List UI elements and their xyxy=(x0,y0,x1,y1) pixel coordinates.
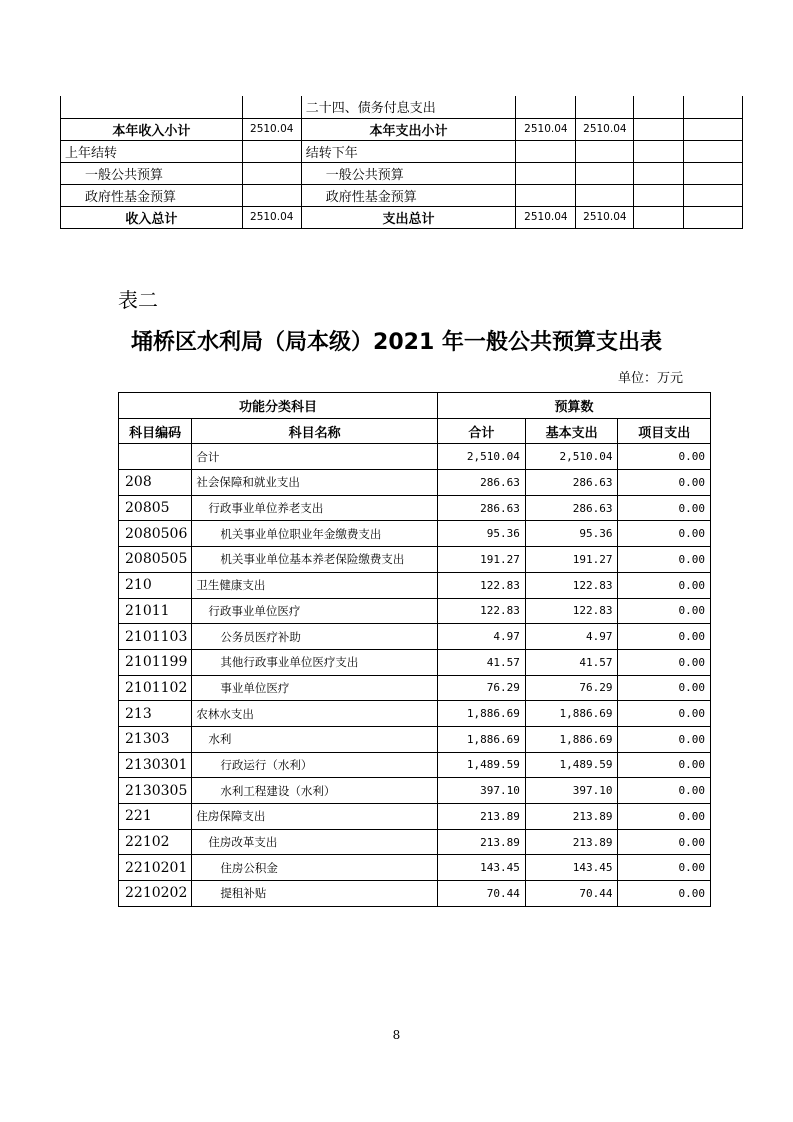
table-row xyxy=(119,726,711,752)
income-amount: 2510.04 xyxy=(242,118,301,140)
account-name: 行政运行（水利） xyxy=(192,752,438,778)
expense-col7 xyxy=(684,206,743,228)
amount-basic: 286.63 xyxy=(525,470,618,496)
account-name: 机关事业单位职业年金缴费支出 xyxy=(192,521,438,547)
account-code: 208 xyxy=(119,470,192,496)
amount-project: 0.00 xyxy=(618,752,711,778)
amount-project: 0.00 xyxy=(618,804,711,830)
group-header-function-category: 功能分类科目 xyxy=(119,393,438,419)
amount-project: 0.00 xyxy=(618,701,711,727)
table-row xyxy=(119,881,711,907)
table-row xyxy=(119,521,711,547)
amount-basic: 286.63 xyxy=(525,495,618,521)
amount-basic: 397.10 xyxy=(525,778,618,804)
account-code: 2130301 xyxy=(119,752,192,778)
table-row xyxy=(119,444,711,470)
account-code: 22102 xyxy=(119,829,192,855)
amount-project: 0.00 xyxy=(618,521,711,547)
amount-total: 191.27 xyxy=(438,547,526,573)
expense-label: 二十四、债务付息支出 xyxy=(301,96,516,118)
amount-basic: 76.29 xyxy=(525,675,618,701)
expense-basic xyxy=(576,140,634,162)
column-header-total: 合计 xyxy=(438,418,526,444)
public-budget-expenditure-table xyxy=(118,392,711,907)
account-name: 住房公积金 xyxy=(192,855,438,881)
amount-project: 0.00 xyxy=(618,829,711,855)
account-code: 213 xyxy=(119,701,192,727)
amount-project: 0.00 xyxy=(618,778,711,804)
expense-label: 结转下年 xyxy=(301,140,516,162)
account-code: 2210202 xyxy=(119,881,192,907)
amount-total: 70.44 xyxy=(438,881,526,907)
amount-basic: 1,886.69 xyxy=(525,726,618,752)
income-expense-summary-table xyxy=(60,96,743,229)
expense-total xyxy=(516,96,576,118)
expense-basic xyxy=(576,184,634,206)
expense-label: 一般公共预算 xyxy=(301,162,516,184)
page-number: 8 xyxy=(392,1028,401,1042)
summary-row xyxy=(61,184,743,206)
income-amount xyxy=(242,140,301,162)
summary-row xyxy=(61,118,743,140)
summary-row xyxy=(61,140,743,162)
table-row xyxy=(119,804,711,830)
income-label: 一般公共预算 xyxy=(61,162,243,184)
income-amount xyxy=(242,162,301,184)
amount-basic: 95.36 xyxy=(525,521,618,547)
table-row xyxy=(119,572,711,598)
column-header-name: 科目名称 xyxy=(192,418,438,444)
summary-table-body xyxy=(61,96,743,228)
amount-project: 0.00 xyxy=(618,598,711,624)
account-code: 2101199 xyxy=(119,649,192,675)
amount-basic: 1,886.69 xyxy=(525,701,618,727)
account-name: 提租补贴 xyxy=(192,881,438,907)
account-code: 2101102 xyxy=(119,675,192,701)
income-amount xyxy=(242,184,301,206)
amount-basic: 1,489.59 xyxy=(525,752,618,778)
account-code: 2101103 xyxy=(119,624,192,650)
table-row xyxy=(119,855,711,881)
expense-col6 xyxy=(634,184,684,206)
expense-basic xyxy=(576,162,634,184)
amount-total: 95.36 xyxy=(438,521,526,547)
account-code: 2210201 xyxy=(119,855,192,881)
amount-basic: 213.89 xyxy=(525,829,618,855)
account-name: 住房改革支出 xyxy=(192,829,438,855)
column-header-project: 项目支出 xyxy=(618,418,711,444)
income-amount xyxy=(242,96,301,118)
expense-col6 xyxy=(634,140,684,162)
account-name: 水利工程建设（水利） xyxy=(192,778,438,804)
amount-basic: 122.83 xyxy=(525,598,618,624)
account-code: 21303 xyxy=(119,726,192,752)
table-row xyxy=(119,752,711,778)
group-header-row xyxy=(119,393,711,419)
table-row xyxy=(119,470,711,496)
amount-basic: 213.89 xyxy=(525,804,618,830)
account-code: 221 xyxy=(119,804,192,830)
expense-total xyxy=(516,162,576,184)
expense-total xyxy=(516,184,576,206)
expense-col6 xyxy=(634,118,684,140)
amount-project: 0.00 xyxy=(618,572,711,598)
amount-basic: 2,510.04 xyxy=(525,444,618,470)
account-name: 机关事业单位基本养老保险缴费支出 xyxy=(192,547,438,573)
income-label: 收入总计 xyxy=(61,206,243,228)
amount-total: 122.83 xyxy=(438,572,526,598)
amount-project: 0.00 xyxy=(618,470,711,496)
expense-col7 xyxy=(684,140,743,162)
column-header-code: 科目编码 xyxy=(119,418,192,444)
amount-project: 0.00 xyxy=(618,649,711,675)
amount-project: 0.00 xyxy=(618,675,711,701)
amount-total: 4.97 xyxy=(438,624,526,650)
table-row xyxy=(119,778,711,804)
expenditure-table-body xyxy=(119,444,711,906)
amount-project: 0.00 xyxy=(618,444,711,470)
table-label: 表二 xyxy=(118,288,158,312)
column-header-basic: 基本支出 xyxy=(525,418,618,444)
table-row xyxy=(119,701,711,727)
expense-label: 本年支出小计 xyxy=(301,118,516,140)
expense-col7 xyxy=(684,184,743,206)
group-header-budget: 预算数 xyxy=(438,393,711,419)
account-name: 社会保障和就业支出 xyxy=(192,470,438,496)
expense-total xyxy=(516,140,576,162)
amount-total: 1,886.69 xyxy=(438,726,526,752)
table-row xyxy=(119,624,711,650)
amount-total: 2,510.04 xyxy=(438,444,526,470)
table-row xyxy=(119,598,711,624)
amount-basic: 4.97 xyxy=(525,624,618,650)
account-name: 卫生健康支出 xyxy=(192,572,438,598)
expense-basic: 2510.04 xyxy=(576,118,634,140)
amount-project: 0.00 xyxy=(618,726,711,752)
account-name: 行政事业单位医疗 xyxy=(192,598,438,624)
amount-total: 143.45 xyxy=(438,855,526,881)
account-name: 住房保障支出 xyxy=(192,804,438,830)
account-code: 2080505 xyxy=(119,547,192,573)
account-name: 其他行政事业单位医疗支出 xyxy=(192,649,438,675)
amount-project: 0.00 xyxy=(618,855,711,881)
summary-row xyxy=(61,96,743,118)
expense-label: 政府性基金预算 xyxy=(301,184,516,206)
column-header-row xyxy=(119,418,711,444)
expense-col7 xyxy=(684,118,743,140)
table-row xyxy=(119,829,711,855)
summary-row xyxy=(61,162,743,184)
expense-label: 支出总计 xyxy=(301,206,516,228)
income-label: 上年结转 xyxy=(61,140,243,162)
amount-total: 286.63 xyxy=(438,495,526,521)
page-title: 埇桥区水利局（局本级）2021 年一般公共预算支出表 xyxy=(131,330,662,355)
account-code: 2130305 xyxy=(119,778,192,804)
account-code xyxy=(119,444,192,470)
account-name: 事业单位医疗 xyxy=(192,675,438,701)
account-name: 公务员医疗补助 xyxy=(192,624,438,650)
amount-total: 213.89 xyxy=(438,804,526,830)
table-row xyxy=(119,675,711,701)
income-label xyxy=(61,96,243,118)
income-label: 政府性基金预算 xyxy=(61,184,243,206)
expense-col6 xyxy=(634,206,684,228)
amount-basic: 191.27 xyxy=(525,547,618,573)
amount-total: 122.83 xyxy=(438,598,526,624)
amount-total: 76.29 xyxy=(438,675,526,701)
amount-total: 286.63 xyxy=(438,470,526,496)
amount-project: 0.00 xyxy=(618,624,711,650)
amount-total: 1,886.69 xyxy=(438,701,526,727)
account-code: 210 xyxy=(119,572,192,598)
summary-row xyxy=(61,206,743,228)
amount-project: 0.00 xyxy=(618,881,711,907)
amount-total: 41.57 xyxy=(438,649,526,675)
table-row xyxy=(119,547,711,573)
account-code: 21011 xyxy=(119,598,192,624)
income-label: 本年收入小计 xyxy=(61,118,243,140)
expense-col6 xyxy=(634,96,684,118)
expense-col6 xyxy=(634,162,684,184)
account-code: 20805 xyxy=(119,495,192,521)
table-row xyxy=(119,649,711,675)
expense-basic xyxy=(576,96,634,118)
amount-total: 1,489.59 xyxy=(438,752,526,778)
expense-col7 xyxy=(684,162,743,184)
account-name: 水利 xyxy=(192,726,438,752)
amount-basic: 122.83 xyxy=(525,572,618,598)
expense-col7 xyxy=(684,96,743,118)
table-row xyxy=(119,495,711,521)
income-amount: 2510.04 xyxy=(242,206,301,228)
amount-total: 213.89 xyxy=(438,829,526,855)
amount-project: 0.00 xyxy=(618,495,711,521)
account-name: 合计 xyxy=(192,444,438,470)
expense-total: 2510.04 xyxy=(516,118,576,140)
amount-basic: 70.44 xyxy=(525,881,618,907)
amount-basic: 41.57 xyxy=(525,649,618,675)
account-name: 农林水支出 xyxy=(192,701,438,727)
expense-total: 2510.04 xyxy=(516,206,576,228)
unit-label: 单位：万元 xyxy=(618,371,684,386)
account-name: 行政事业单位养老支出 xyxy=(192,495,438,521)
amount-total: 397.10 xyxy=(438,778,526,804)
amount-project: 0.00 xyxy=(618,547,711,573)
expense-basic: 2510.04 xyxy=(576,206,634,228)
amount-basic: 143.45 xyxy=(525,855,618,881)
account-code: 2080506 xyxy=(119,521,192,547)
